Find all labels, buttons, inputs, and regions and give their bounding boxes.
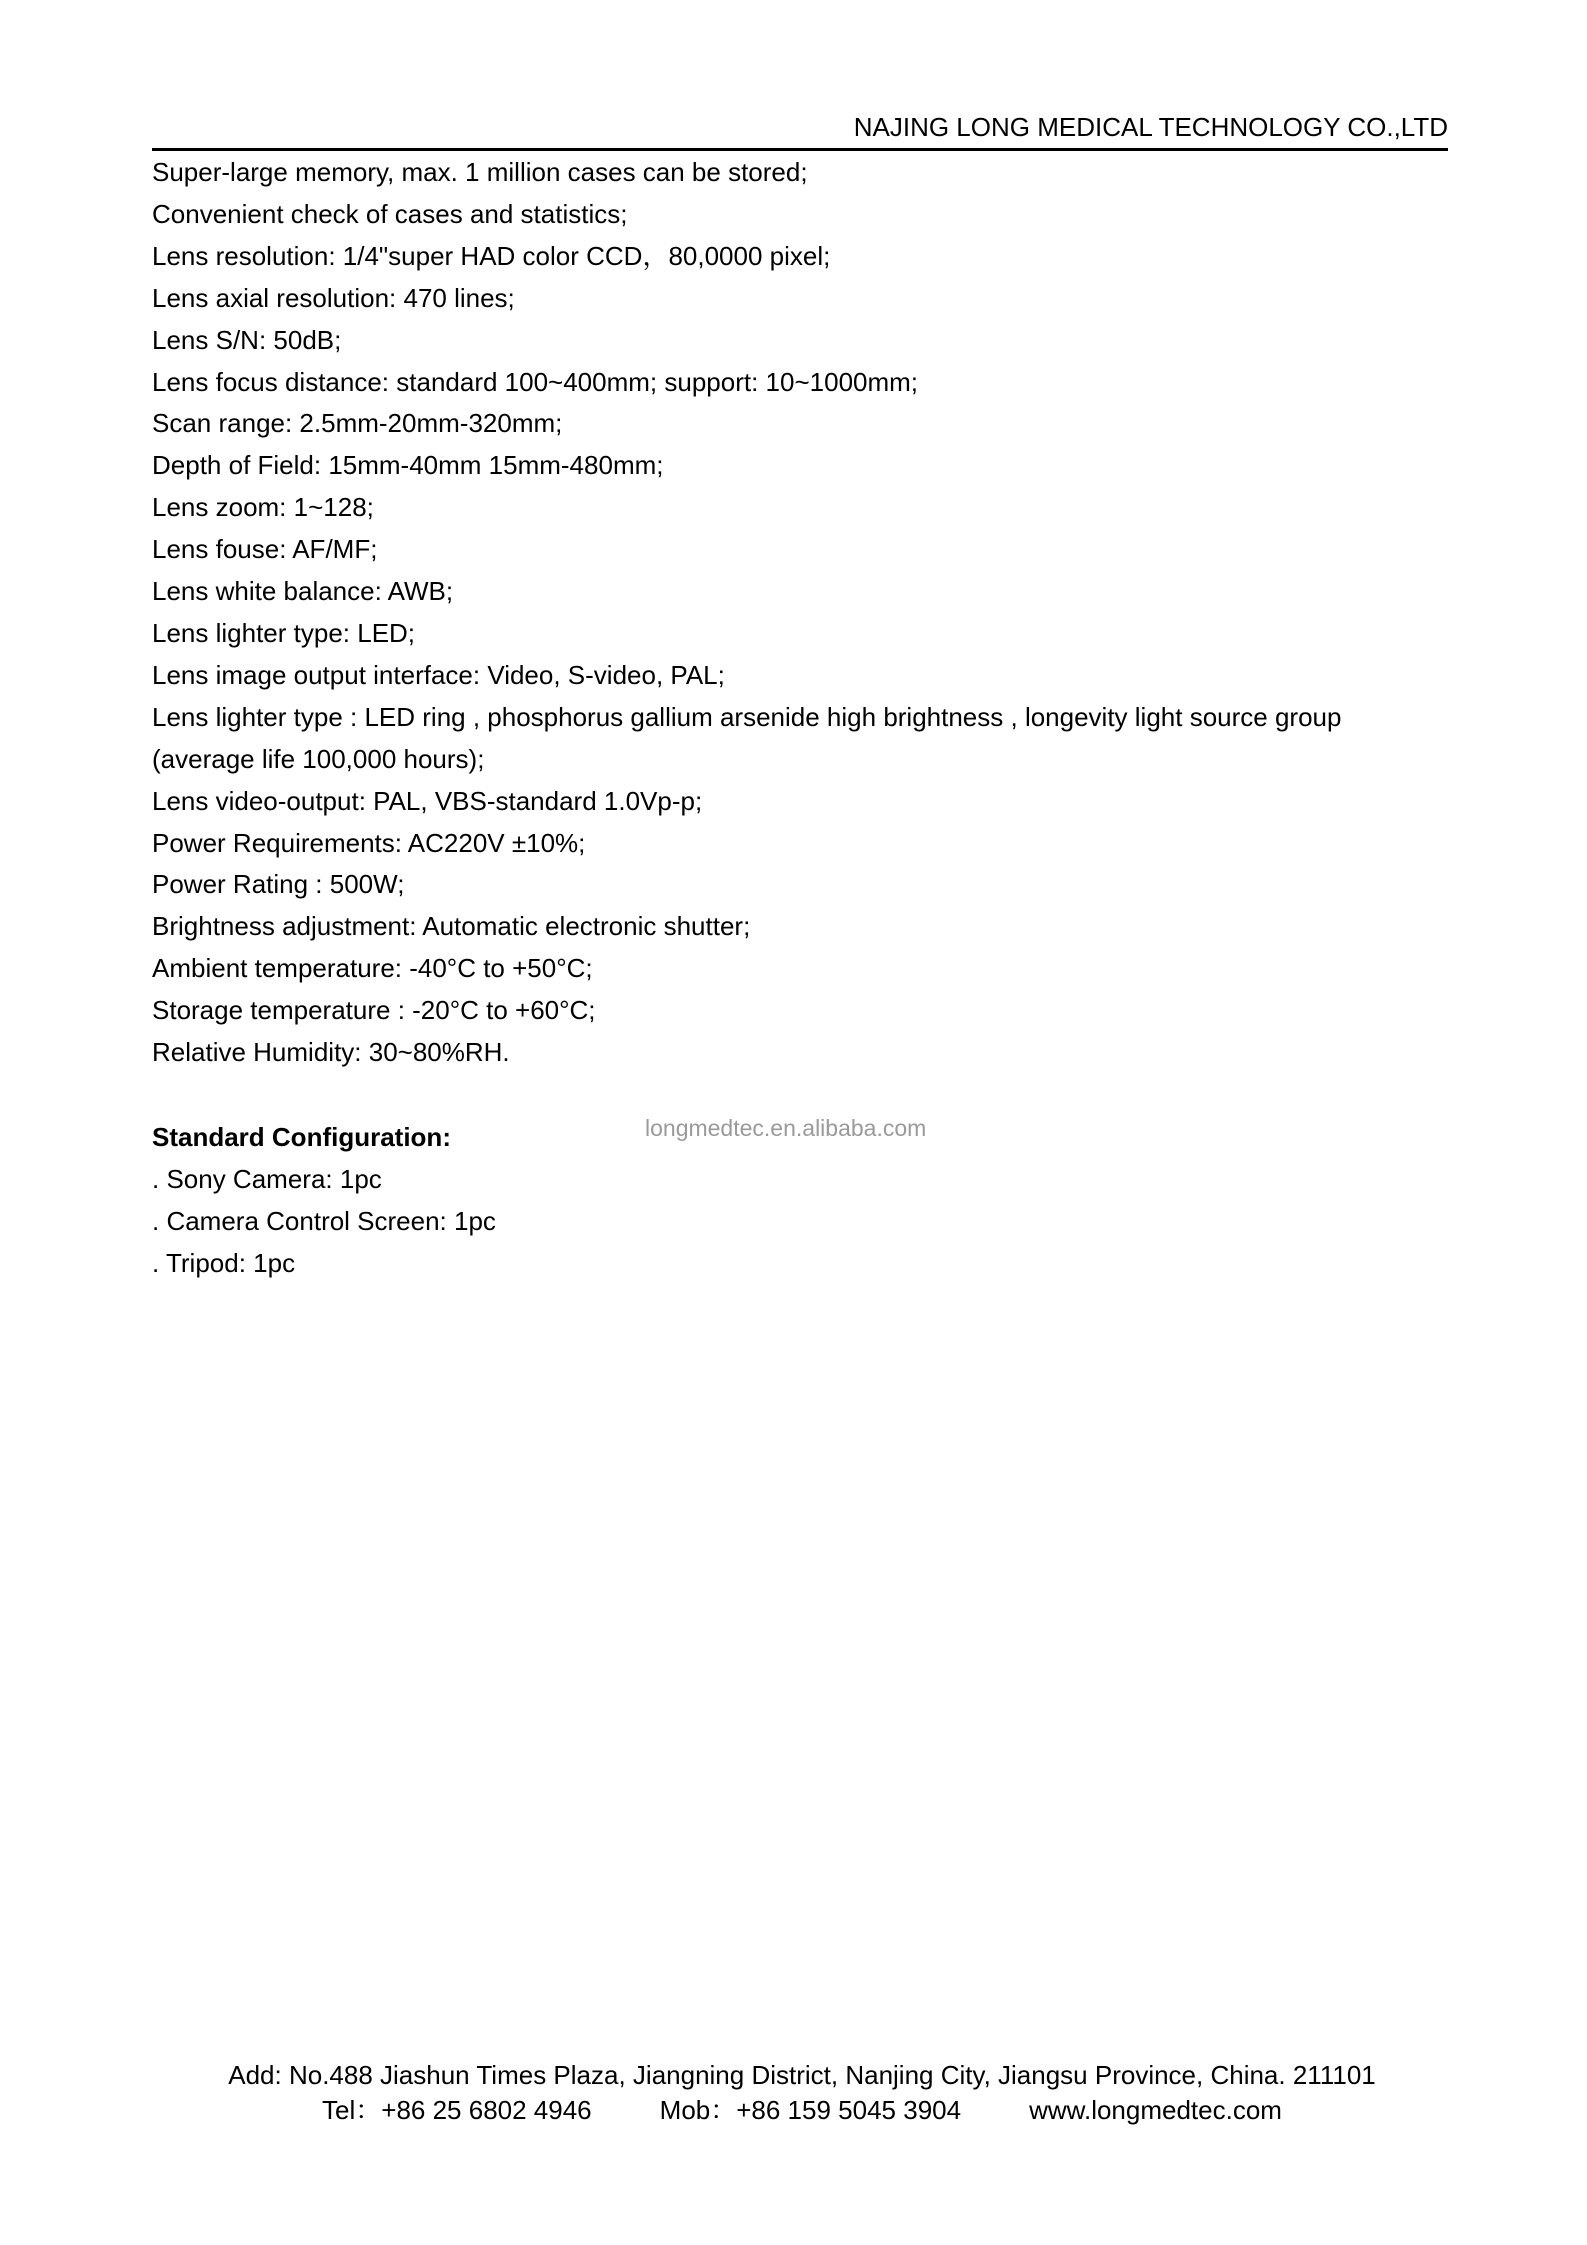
spec-line: Lens focus distance: standard 100~400mm; support: 10~1000mm; [152, 366, 919, 397]
spec-line: Lens lighter type: LED; [152, 617, 416, 648]
company-header: NAJING LONG MEDICAL TECHNOLOGY CO.,LTD [853, 112, 1448, 142]
spec-line: Super-large memory, max. 1 million cases can be stored; [152, 157, 808, 187]
spec-line: Lens image output interface: Video, S-video, PAL; [152, 659, 725, 690]
spec-line: Brightness adjustment: Automatic electronic shutter; [152, 911, 751, 942]
watermark: longmedtec.en.alibaba.com [645, 1115, 927, 1141]
footer-website[interactable]: www.longmedtec.com [1029, 2095, 1282, 2125]
spec-line: Lens white balance: AWB; [152, 576, 454, 607]
spec-line: Convenient check of cases and statistics; [152, 198, 628, 229]
spec-line: Lens fouse: AF/MF; [152, 534, 378, 565]
header-rule [152, 148, 1448, 151]
spec-list [152, 152, 1452, 1074]
config-item: . Sony Camera: 1pc [152, 1164, 382, 1194]
footer-tel: Tel：+86 25 6802 4946 [322, 2095, 592, 2125]
footer-mob: Mob：+86 159 5045 3904 [659, 2095, 962, 2125]
spec-line: Scan range: 2.5mm-20mm-320mm; [152, 408, 563, 439]
config-item: . Camera Control Screen: 1pc [152, 1206, 496, 1236]
spec-line: Relative Humidity: 30~80%RH. [152, 1037, 510, 1068]
spec-line: Storage temperature : -20°C to +60°C; [152, 995, 596, 1026]
config-item: . Tripod: 1pc [152, 1248, 296, 1278]
spec-line: Lens zoom: 1~128; [152, 492, 374, 523]
footer [0, 2058, 1587, 2128]
spec-line: Power Rating : 500W; [152, 869, 405, 900]
spec-line: Ambient temperature: -40°C to +50°C; [152, 953, 593, 984]
footer-address: Add: No.488 Jiashun Times Plaza, Jiangning District, Nanjing City, Jiangsu Province, China. 211101 [228, 2060, 1376, 2090]
spec-line: Lens axial resolution: 470 lines; [152, 282, 515, 313]
spec-line: Lens video-output: PAL, VBS-standard 1.0Vp-p; [152, 785, 703, 816]
spec-line: Power Requirements: AC220V ±10%; [152, 827, 586, 858]
standard-configuration [152, 1116, 496, 1284]
spec-line: Lens lighter type : LED ring , phosphorus gallium arsenide high brightness , longevity light source group [152, 701, 1342, 732]
config-title: Standard Configuration: [152, 1122, 451, 1152]
spec-line: Lens S/N: 50dB; [152, 324, 342, 355]
spec-line: (average life 100,000 hours); [152, 743, 485, 774]
spec-line: Depth of Field: 15mm-40mm 15mm-480mm; [152, 450, 664, 481]
spec-line: Lens resolution: 1/4"super HAD color CCD，80,0000 pixel; [152, 240, 831, 271]
